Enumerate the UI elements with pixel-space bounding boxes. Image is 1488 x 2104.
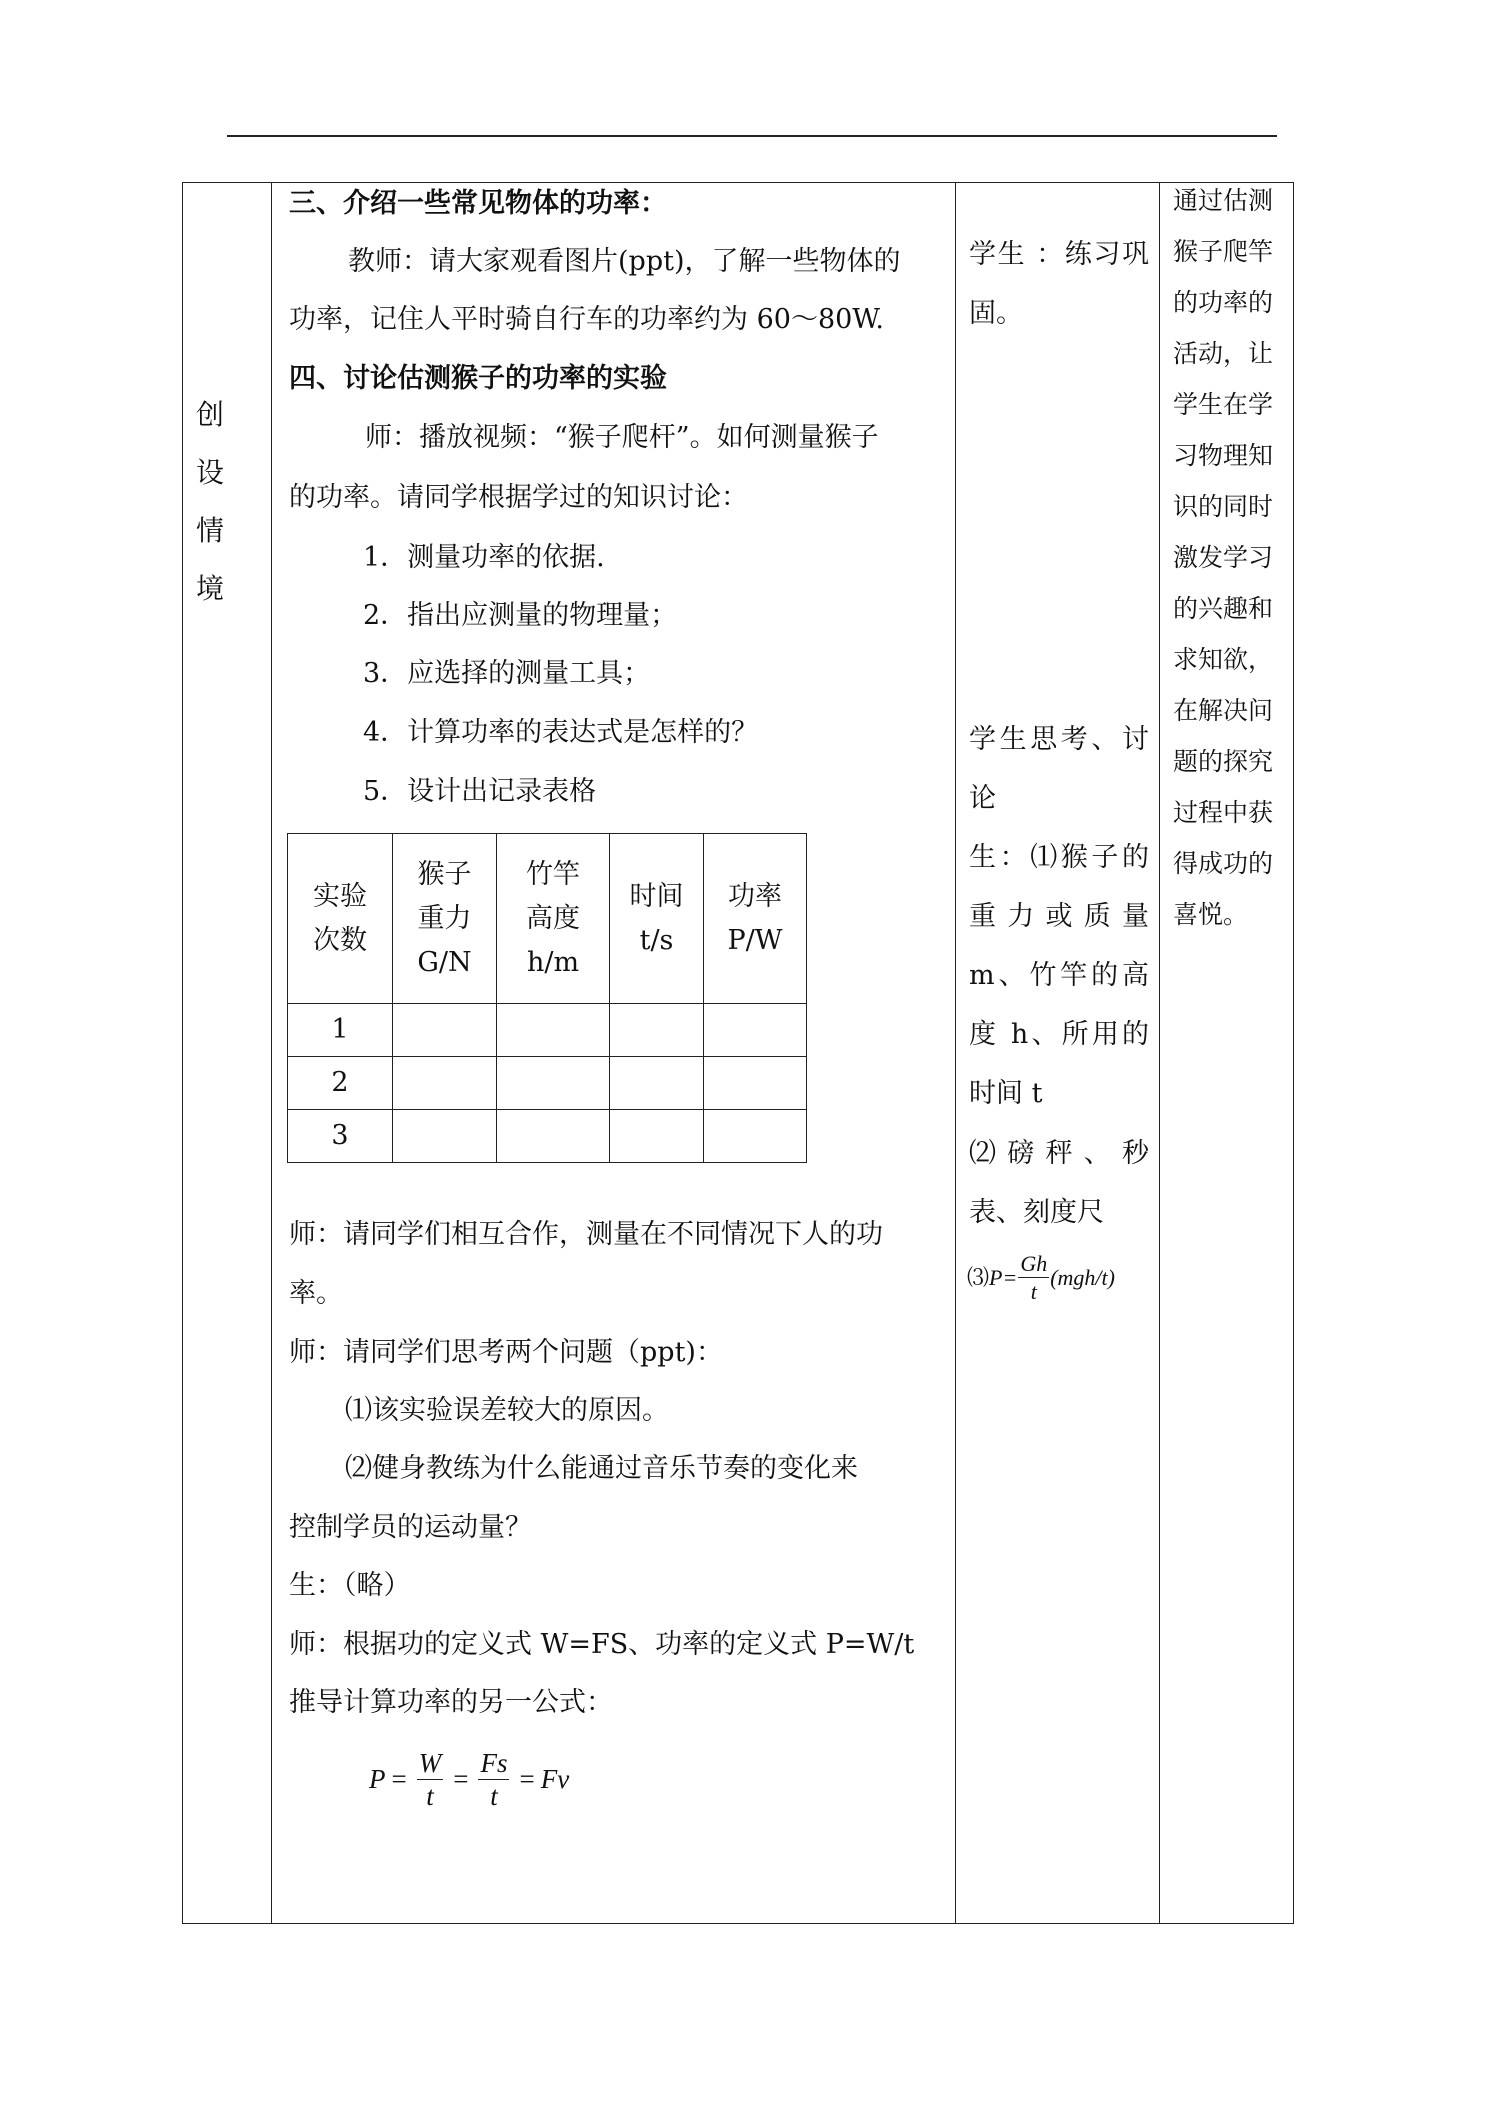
section-3-para-line2: 功率，记住人平时骑自行车的功率约为 60～80W. bbox=[289, 304, 884, 335]
teacher-line-1: 师：请同学们相互合作，测量在不同情况下人的功 bbox=[289, 1219, 883, 1250]
column-divider-3 bbox=[1159, 182, 1160, 1924]
section-4-para-line2: 的功率。请同学根据学过的知识讨论： bbox=[289, 482, 748, 513]
list-item: 1．测量功率的依据. bbox=[363, 542, 605, 573]
student-activity-1: 学生 ：练习巩固。 bbox=[969, 239, 1149, 329]
header-time: 时间 t/s bbox=[610, 834, 704, 1004]
header-power: 功率 P/W bbox=[704, 834, 807, 1004]
header-rule bbox=[227, 135, 1277, 137]
column-divider-1 bbox=[271, 182, 272, 1924]
student-activity-2: 学生思考、讨论 bbox=[969, 724, 1149, 814]
section-4-para-line1: 师：播放视频：“猴子爬杆”。如何测量猴子 bbox=[365, 422, 879, 453]
teacher-line-2: 率。 bbox=[289, 1278, 343, 1309]
student-answer-formula: ⑶ P= $\frac{Gh}{t}$ (mgh/t) bbox=[967, 1251, 1115, 1305]
trial-number: 3 bbox=[288, 1110, 393, 1163]
question-2-line2: 控制学员的运动量？ bbox=[289, 1512, 532, 1543]
stage-label: 创设情境 bbox=[196, 398, 225, 605]
header-monkey-weight: 猴子 重力 G/N bbox=[393, 834, 497, 1004]
student-answer-tools: ⑵磅秤、秒表、刻度尺 bbox=[969, 1138, 1149, 1228]
trial-number: 2 bbox=[288, 1057, 393, 1110]
list-item: 4．计算功率的表达式是怎样的？ bbox=[363, 717, 759, 748]
design-intent: 通过估测猴子爬竿的功率的活动，让学生在学习物理知识的同时激发学习的兴趣和求知欲，在解决问题的探究过程中获得成功的喜悦。 bbox=[1173, 186, 1274, 929]
header-trial-count: 实验 次数 bbox=[288, 834, 393, 1004]
table-row bbox=[288, 1057, 807, 1110]
section-3-para-line1: 教师：请大家观看图片(ppt)，了解一些物体的 bbox=[348, 246, 901, 277]
header-pole-height: 竹竿 高度 h/m bbox=[497, 834, 610, 1004]
column-divider-2 bbox=[955, 182, 956, 1924]
derivation-line1: 师：根据功的定义式 W=FS、功率的定义式 P=W/t bbox=[289, 1629, 915, 1660]
teacher-question-intro: 师：请同学们思考两个问题（ppt)： bbox=[289, 1337, 723, 1368]
table-row bbox=[288, 1004, 807, 1057]
list-item: 3．应选择的测量工具； bbox=[363, 658, 651, 689]
student-answer-variables: 生：⑴猴子的重力或质量m、竹竿的高度 h、所用的时间 t bbox=[969, 842, 1149, 1109]
record-table-header-row bbox=[288, 834, 807, 1004]
section-4-title: 四、讨论估测猴子的功率的实验 bbox=[289, 363, 667, 394]
trial-number: 1 bbox=[288, 1004, 393, 1057]
record-table bbox=[287, 833, 807, 1163]
list-item: 2．指出应测量的物理量； bbox=[363, 600, 678, 631]
section-3-title: 三、介绍一些常见物体的功率： bbox=[289, 188, 667, 219]
list-item: 5．设计出记录表格 bbox=[363, 776, 597, 807]
derivation-line2: 推导计算功率的另一公式： bbox=[289, 1687, 613, 1718]
student-answer: 生：（略） bbox=[289, 1570, 411, 1601]
question-1: ⑴该实验误差较大的原因。 bbox=[345, 1395, 669, 1426]
question-2-line1: ⑵健身教练为什么能通过音乐节奏的变化来 bbox=[345, 1453, 858, 1484]
table-row bbox=[288, 1110, 807, 1163]
power-formula: P = $\frac{W}{t}$ = $\frac{Fs}{t}$ = Fv bbox=[369, 1748, 570, 1812]
